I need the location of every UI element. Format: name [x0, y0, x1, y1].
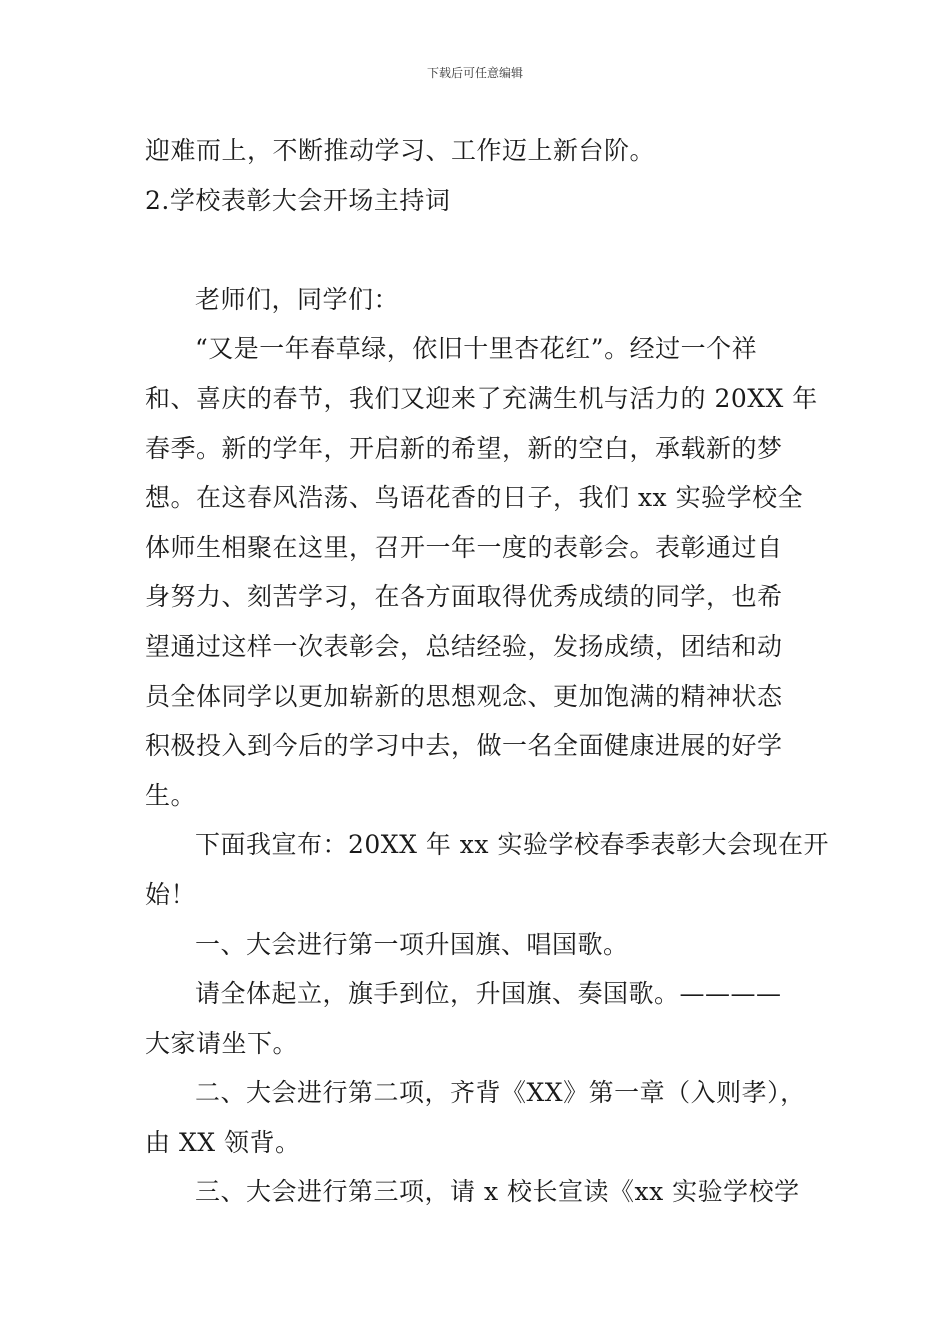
paragraph-line: 二、大会进行第二项，齐背《XX》第一章（入则孝），	[195, 1078, 806, 1108]
paragraph-line: 和、喜庆的春节，我们又迎来了充满生机与活力的 20XX 年	[145, 383, 818, 413]
paragraph-line: 下面我宣布：20XX 年 xx 实验学校春季表彰大会现在开	[195, 830, 829, 860]
paragraph-line: 春季。新的学年，开启新的希望，新的空白，承载新的梦	[145, 433, 783, 463]
paragraph-line: 身努力、刻苦学习，在各方面取得优秀成绩的同学，也希	[145, 582, 783, 612]
blank-line	[145, 225, 810, 275]
paragraph-line: 生。	[145, 780, 197, 810]
paragraph-line: 由 XX 领背。	[145, 1127, 301, 1157]
paragraph-line: 一、大会进行第一项升国旗、唱国歌。	[195, 929, 629, 959]
paragraph-line: 体师生相聚在这里，召开一年一度的表彰会。表彰通过自	[145, 532, 783, 562]
section-heading: 2.学校表彰大会开场主持词	[145, 185, 451, 215]
paragraph-line: 始！	[145, 879, 197, 909]
page-header: 下载后可任意编辑	[426, 66, 523, 80]
salutation: 老师们，同学们：	[195, 284, 400, 314]
paragraph-line: 想。在这春风浩荡、鸟语花香的日子，我们 xx 实验学校全	[145, 483, 804, 513]
paragraph-line: 迎难而上，不断推动学习、工作迈上新台阶。	[145, 136, 656, 165]
paragraph-line: 大家请坐下。	[145, 1028, 299, 1058]
document-body	[145, 126, 829, 1217]
paragraph-line: 积极投入到今后的学习中去，做一名全面健康进展的好学	[145, 731, 783, 761]
paragraph-line: 望通过这样一次表彰会，总结经验，发扬成绩，团结和动	[145, 631, 783, 661]
paragraph-line: “又是一年春草绿，依旧十里杏花红”。经过一个祥	[195, 334, 758, 364]
paragraph-line: 员全体同学以更加崭新的思想观念、更加饱满的精神状态	[145, 681, 783, 711]
paragraph-line: 请全体起立，旗手到位，升国旗、奏国歌。————	[195, 979, 782, 1009]
paragraph-line: 三、大会进行第三项，请 x 校长宣读《xx 实验学校学	[195, 1177, 800, 1207]
